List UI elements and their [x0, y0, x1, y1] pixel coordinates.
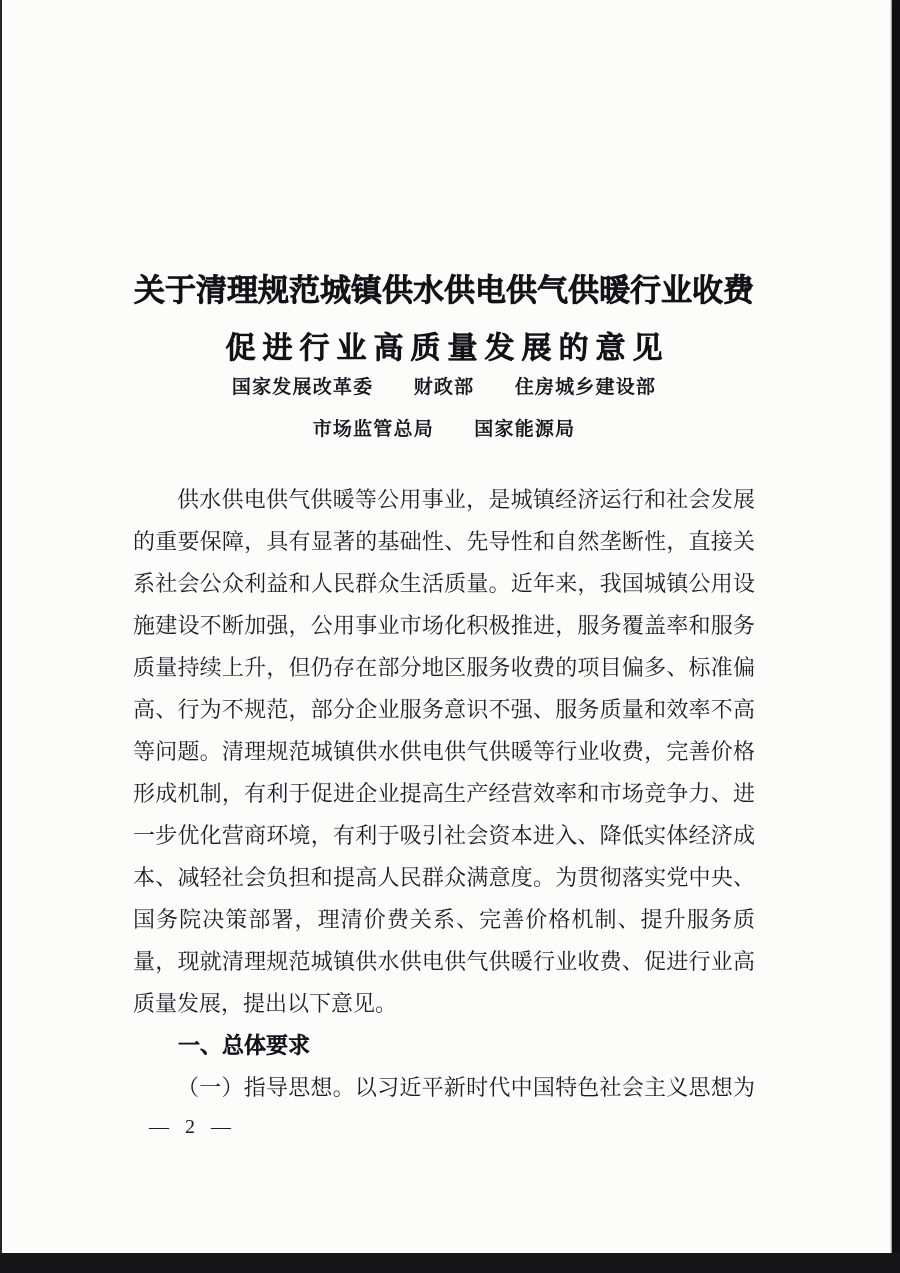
- page-number: — 2 —: [149, 1116, 232, 1138]
- body-line-8: 形成机制，有利于促进企业提高生产经营效率和市场竞争力、进: [133, 781, 755, 806]
- body-line-6: 高、行为不规范，部分企业服务意识不强、服务质量和效率不高: [133, 697, 755, 722]
- body-line-9: 一步优化营商环境，有利于吸引社会资本进入、降低实体经济成: [133, 823, 755, 848]
- body-line-11: 国务院决策部署，理清价费关系、完善价格机制、提升服务质: [133, 907, 755, 932]
- body-line-1: 供水供电供气供暖等公用事业，是城镇经济运行和社会发展: [177, 487, 755, 512]
- body-line-4: 施建设不断加强，公用事业市场化积极推进，服务覆盖率和服务: [133, 613, 755, 638]
- scan-border-left: [0, 0, 2, 1273]
- body-line-13: 质量发展，提出以下意见。: [133, 991, 398, 1016]
- scan-border-bottom: [0, 1253, 900, 1273]
- section-1-item-1-line: （一）指导思想。以习近平新时代中国特色社会主义思想为: [177, 1075, 755, 1100]
- doc-title-line-1: 关于清理规范城镇供水供电供气供暖行业收费: [134, 273, 754, 308]
- body-line-7: 等问题。清理规范城镇供水供电供气供暖等行业收费，完善价格: [133, 739, 755, 764]
- doc-title-line-2: 促进行业高质量发展的意见: [225, 332, 670, 365]
- body-line-10: 本、减轻社会负担和提高人民群众满意度。为贯彻落实党中央、: [133, 865, 755, 890]
- scan-border-right: [892, 0, 900, 1273]
- body-line-3: 系社会公众利益和人民群众生活质量。近年来，我国城镇公用设: [133, 571, 755, 596]
- issuing-agencies-line-2: 市场监管总局 国家能源局: [312, 419, 576, 440]
- body-line-2: 的重要保障，具有显著的基础性、先导性和自然垄断性，直接关: [133, 529, 755, 554]
- body-line-5: 质量持续上升，但仍存在部分地区服务收费的项目偏多、标准偏: [133, 655, 755, 680]
- issuing-agencies-line-1: 国家发展改革委 财政部 住房城乡建设部: [231, 377, 657, 398]
- body-text: [133, 479, 755, 1109]
- body-line-12: 量，现就清理规范城镇供水供电供气供暖行业收费、促进行业高: [133, 949, 755, 974]
- section-1-heading: 一、总体要求: [178, 1033, 311, 1058]
